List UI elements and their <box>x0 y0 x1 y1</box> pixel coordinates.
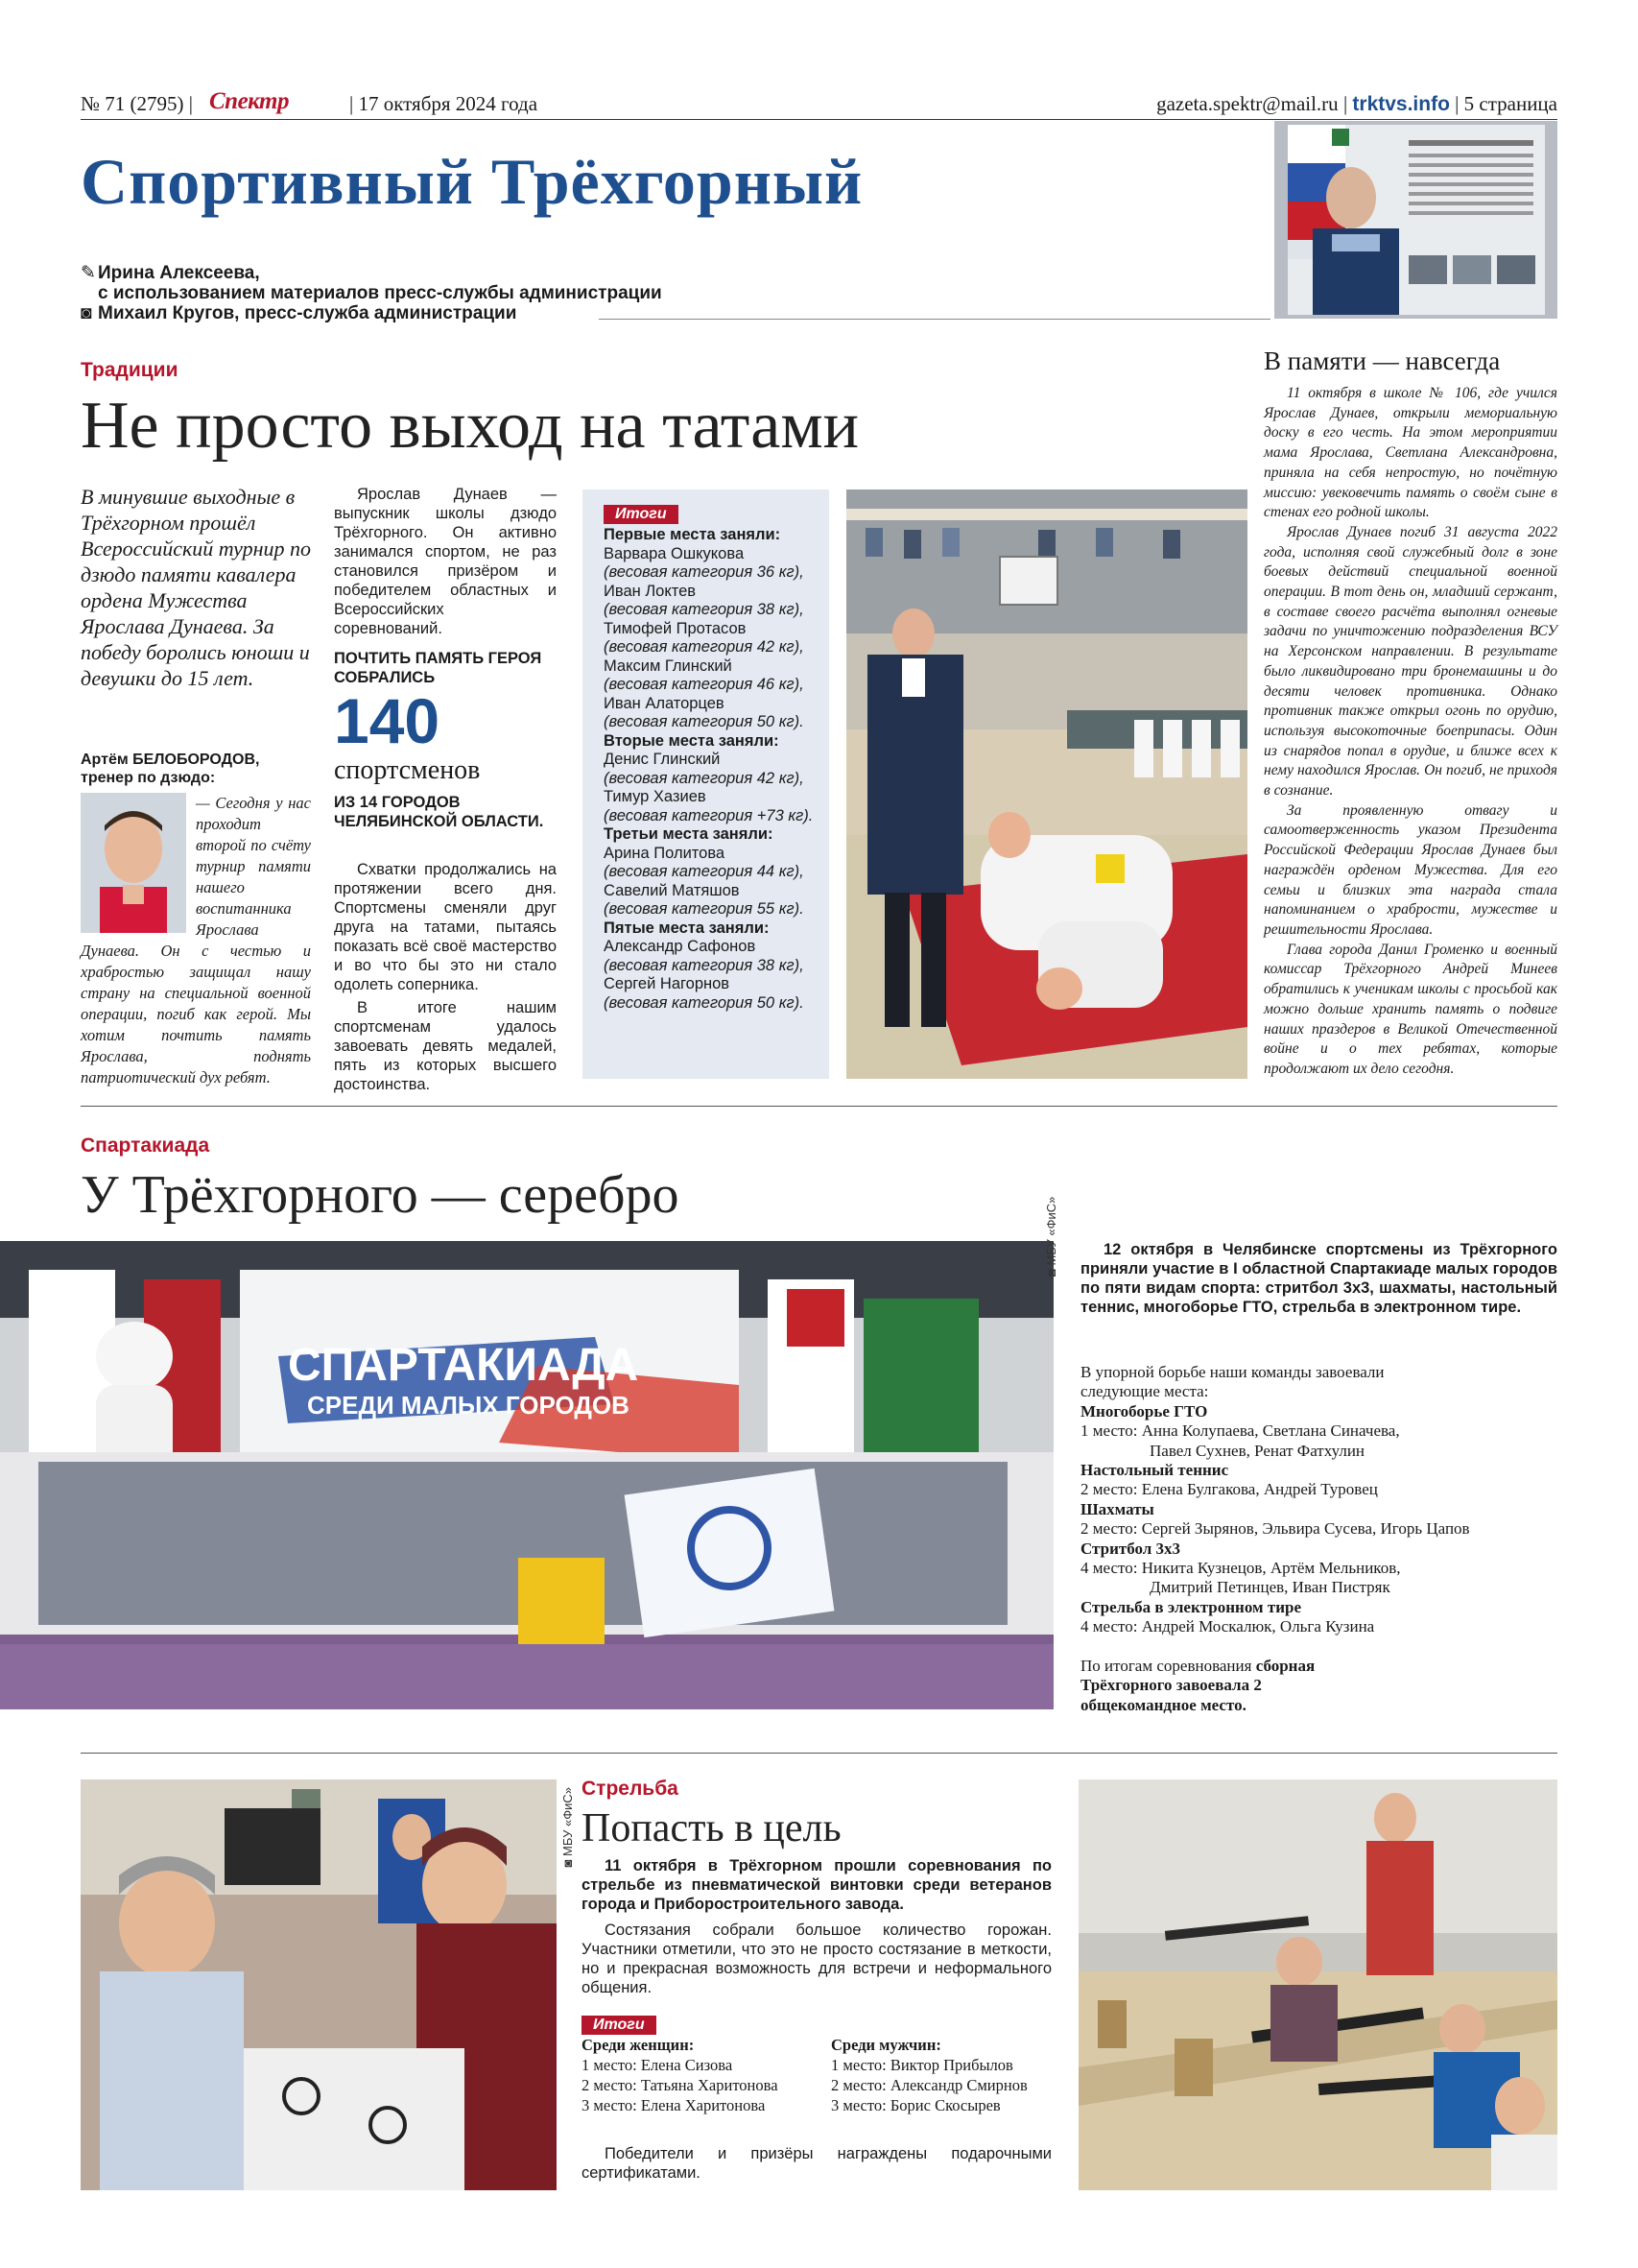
article1-col2 <box>334 485 557 638</box>
col2-paragraph-3: В итоге нашим спортсменам удалось завоевать девять медалей, пять из которых высшего достоинства. <box>334 999 557 1093</box>
camera-icon: ◙ <box>81 303 92 323</box>
sport-line: 2 место: Сергей Зырянов, Эльвира Сусева, Игорь Цапов <box>1080 1519 1470 1539</box>
results-list <box>604 526 829 1013</box>
rubric-shooting: Стрельба <box>582 1778 678 1800</box>
memory-body <box>1264 384 1557 1080</box>
article3-results-tag <box>582 2016 656 2035</box>
sport-line: 1 место: Анна Колупаева, Светлана Синачева, <box>1080 1421 1400 1441</box>
result-group <box>604 825 829 919</box>
header-separator: | <box>1342 92 1348 115</box>
col2-paragraph-1: Ярослав Дунаев — выпускник школы дзюдо Трёхгорного. Он активно занимался спортом, не раз становился призёром и победителем областных и Всероссийских соревнований. <box>334 486 557 637</box>
result-name: Савелий Матяшов <box>604 881 740 899</box>
page-number: | 5 страница <box>1455 92 1557 115</box>
article2-body <box>1080 1363 1557 1715</box>
article2-intro: В упорной борьбе наши команды завоевали следующие места: <box>1080 1363 1385 1401</box>
contact-email[interactable]: gazeta.spektr@mail.ru <box>1156 92 1339 115</box>
result-heading: Третьи места заняли: <box>604 825 773 843</box>
result-name: Варвара Ошкукова <box>604 544 745 562</box>
issue-date: | 17 октября 2024 года <box>349 92 538 115</box>
result-line: 3 место: Елена Харитонова <box>582 2096 766 2114</box>
site-link[interactable]: trktvs.info <box>1352 93 1450 115</box>
result-name: Александр Сафонов <box>604 938 756 955</box>
memory-title: В памяти — навсегда <box>1264 346 1501 375</box>
pen-icon: ✎ <box>81 263 96 283</box>
result-category: (весовая категория 50 кг). <box>604 713 804 730</box>
section-rule-1 <box>81 1106 1557 1107</box>
article1-lead: В минувшие выходные в Трёхгорном прошёл Всероссийский турнир по дзюдо памяти кавалера ордена Мужества Ярослава Дунаева. За победу боролись юноши и девушки до 15 лет. <box>81 485 311 690</box>
camera-icon: ◙ <box>1044 1265 1058 1277</box>
result-name: Иван Локтев <box>604 582 697 600</box>
sport-name: Шахматы <box>1080 1499 1154 1518</box>
coach-role: тренер по дзюдо: <box>81 770 216 786</box>
sport-name: Стрельба в электронном тире <box>1080 1597 1301 1616</box>
judo-match-photo <box>846 489 1247 1079</box>
result-name: Тимофей Протасов <box>604 619 747 637</box>
article2-lead: 12 октября в Челябинске спортсмены из Трёхгорного приняли участие в I областной Спартакиаде малых городов по пяти видам спорта: стритбол 3х3, шахматы, настольный теннис, многоборье ГТО, стрельба в электронном тире. <box>1080 1241 1557 1316</box>
spartakiada-photo-credit: ◙ МБУ «ФиС» <box>1044 1196 1058 1277</box>
sport-block <box>1080 1598 1557 1637</box>
article3-lead: 11 октября в Трёхгорном прошли соревнования по стрельбе из пневматической винтовки среди ветеранов города и Приборостроительного завода. <box>582 1857 1052 1913</box>
newspaper-logo: Спектр <box>209 88 289 114</box>
header-rule <box>81 119 1557 120</box>
result-category: (весовая категория 55 кг). <box>604 900 804 918</box>
author-source: с использованием материалов пресс-службы администрации <box>98 283 662 303</box>
sport-line: 4 место: Андрей Москалюк, Ольга Кузина <box>1080 1617 1375 1636</box>
stat-bottom: ИЗ 14 ГОРОДОВ ЧЕЛЯБИНСКОЙ ОБЛАСТИ. <box>334 794 544 830</box>
memorial-board-photo <box>1274 121 1557 319</box>
article1-col2-bottom <box>334 860 557 1094</box>
sport-name: Настольный теннис <box>1080 1461 1229 1480</box>
sport-block <box>1080 1461 1557 1500</box>
results-tag: Итоги <box>582 2016 656 2035</box>
result-name: Максим Глинский <box>604 657 732 675</box>
banner-text: СПАРТАКИАДА <box>288 1340 639 1391</box>
result-category: (весовая категория 42 кг), <box>604 769 804 787</box>
section-rule-2 <box>81 1753 1557 1754</box>
result-name: Денис Глинский <box>604 751 721 768</box>
stat-number: 140 <box>334 685 440 756</box>
result-category: (весовая категория 38 кг), <box>604 956 804 974</box>
stat-unit: спортсменов <box>334 755 481 785</box>
article1-title: Не просто выход на татами <box>81 389 860 463</box>
result-line: 2 место: Александр Смирнов <box>831 2076 1028 2094</box>
sport-block <box>1080 1540 1557 1598</box>
result-group <box>604 919 829 1014</box>
women-heading: Среди женщин: <box>582 2036 695 2054</box>
sport-line: 2 место: Елена Булгакова, Андрей Туровец <box>1080 1480 1378 1499</box>
men-results <box>831 2035 1061 2115</box>
credits <box>81 263 662 323</box>
rubric-spartakiada: Спартакиада <box>81 1134 210 1157</box>
article2-outro: По итогам соревнования сборная Трёхгорного завоевала 2 общекомандное место. <box>1080 1656 1316 1714</box>
result-heading: Первые места заняли: <box>604 526 781 543</box>
result-category: (весовая категория +73 кг). <box>604 806 814 824</box>
article2-title: У Трёхгорного — серебро <box>81 1165 679 1225</box>
sport-block <box>1080 1500 1557 1540</box>
result-category: (весовая категория 46 кг), <box>604 676 804 693</box>
banner-subtext: СРЕДИ МАЛЫХ ГОРОДОВ <box>307 1391 629 1420</box>
stat-top: ПОЧТИТЬ ПАМЯТЬ ГЕРОЯ СОБРАЛИСЬ <box>334 650 542 686</box>
article3-paragraph-1: Состязания собрали большое количество горожан. Участники отметили, что это не просто состязание в меткости, но и прекрасная возможность для встречи и неформального общения. <box>582 1922 1052 1996</box>
photographer: Михаил Кругов, пресс-служба администрации <box>98 303 517 323</box>
spartakiada-team-photo <box>0 1241 1054 1709</box>
article3-title: Попасть в цель <box>582 1806 842 1850</box>
issue-number: № 71 (2795) | <box>81 92 193 115</box>
article1-results-box <box>582 489 829 1079</box>
sport-line: 4 место: Никита Кузнецов, Артём Мельников, <box>1080 1559 1401 1578</box>
women-results <box>582 2035 821 2115</box>
result-name: Иван Алаторцев <box>604 694 724 712</box>
result-group <box>604 526 829 732</box>
author-name: Ирина Алексеева, <box>98 263 260 283</box>
men-heading: Среди мужчин: <box>831 2036 941 2054</box>
result-category: (весовая категория 38 кг), <box>604 601 804 618</box>
result-heading: Вторые места заняли: <box>604 731 779 750</box>
result-category: (весовая категория 44 кг), <box>604 863 804 880</box>
sport-name: Стритбол 3х3 <box>1080 1539 1181 1558</box>
col2-paragraph-2: Схватки продолжались на протяжении всего дня. Спортсмены сменяли друг друга на татами, пытаясь показать всё своё мастерство и во что бы это ни стало одолеть соперника. <box>334 861 557 993</box>
memory-paragraph-2: Ярослав Дунаев погиб 31 августа 2022 года, исполняя свой служебный долг в зоне боевых действий специальной военной операции. В тот день он, младший сержант, в составе своего расчёта выполнял огневые задачи по уничтожению подразделения ВСУ на Херсонском направлении. В результате было ликвидировано три бронемашины и до десяти человек противника. Однако противник также открыл огонь по орудию, используя высокоточные боеприпасы. Один из снарядов попал в орудие, и ближе всех к нему находился Ярослав. Он погиб, не приходя в сознание. <box>1264 523 1557 800</box>
sport-line: Павел Сухнев, Ренат Фатхулин <box>1150 1441 1365 1460</box>
results-tag: Итоги <box>604 505 678 524</box>
result-line: 3 место: Борис Скосырев <box>831 2096 1001 2114</box>
result-category: (весовая категория 42 кг), <box>604 638 804 656</box>
result-line: 1 место: Елена Сизова <box>582 2056 733 2074</box>
shooting-awards-photo <box>81 1779 557 2190</box>
result-heading: Пятые места заняли: <box>604 919 770 937</box>
rubric-traditions: Традиции <box>81 359 178 381</box>
shooting-photo-credit: ◙ МБУ «ФиС» <box>560 1787 575 1868</box>
memory-paragraph-3: За проявленную отвагу и самоотверженность указом Президента Российской Федерации Ярослав Дунаев был награждён орденом Мужества. Для его семьи и близких эта награда стала напоминанием о храбрости, мужестве и решительности Ярослава. <box>1264 801 1557 938</box>
result-name: Арина Политова <box>604 844 725 862</box>
section-title: Спортивный Трёхгорный <box>81 145 864 218</box>
memory-paragraph-4: Глава города Данил Громенко и военный комиссар Трёхгорного Андрей Минеев обратились к ученикам школы с просьбой как можно дольше хранить память о подвиге наших праздеров в Великой Отечественной войне и о тех ребятах, которые продолжают их дело сегодня. <box>1264 941 1557 1077</box>
coach-name: Артём БЕЛОБОРОДОВ, <box>81 752 260 768</box>
sport-block <box>1080 1402 1557 1461</box>
result-name: Тимур Хазиев <box>604 788 706 805</box>
coach-quote: — Сегодня у нас проходит второй по счёту турнир памяти нашего воспитанника Ярослава Дунаева. Он с честью и храбростью защищал нашу страну на специальной военной операции, погиб как герой. Мы хотим почтить память Ярослава, поднять патриотический дух ребят. <box>81 794 311 1086</box>
header-right <box>1156 92 1557 116</box>
sport-name: Многоборье ГТО <box>1080 1401 1208 1420</box>
result-category: (весовая категория 36 кг), <box>604 563 804 581</box>
result-line: 1 место: Виктор Прибылов <box>831 2056 1013 2074</box>
credits-rule <box>599 319 1270 320</box>
result-line: 2 место: Татьяна Харитонова <box>582 2076 778 2094</box>
camera-icon: ◙ <box>560 1855 575 1868</box>
article3-paragraph-2: Победители и призёры награждены подарочными сертификатами. <box>582 2145 1052 2182</box>
result-group <box>604 732 829 826</box>
result-category: (весовая категория 50 кг). <box>604 993 804 1012</box>
memory-paragraph-1: 11 октября в школе № 106, где учился Ярослав Дунаев, открыли мемориальную доску в его честь. На этом мероприятии мама Ярослава, Светлана Александровна, приняла на себя непростую, но почётную миссию: увековечить память о своём сыне в стенах его родной школы. <box>1264 385 1557 521</box>
sport-line: Дмитрий Петинцев, Иван Пистряк <box>1150 1578 1390 1597</box>
shooting-range-photo <box>1079 1779 1557 2190</box>
result-name: Сергей Нагорнов <box>604 975 730 992</box>
